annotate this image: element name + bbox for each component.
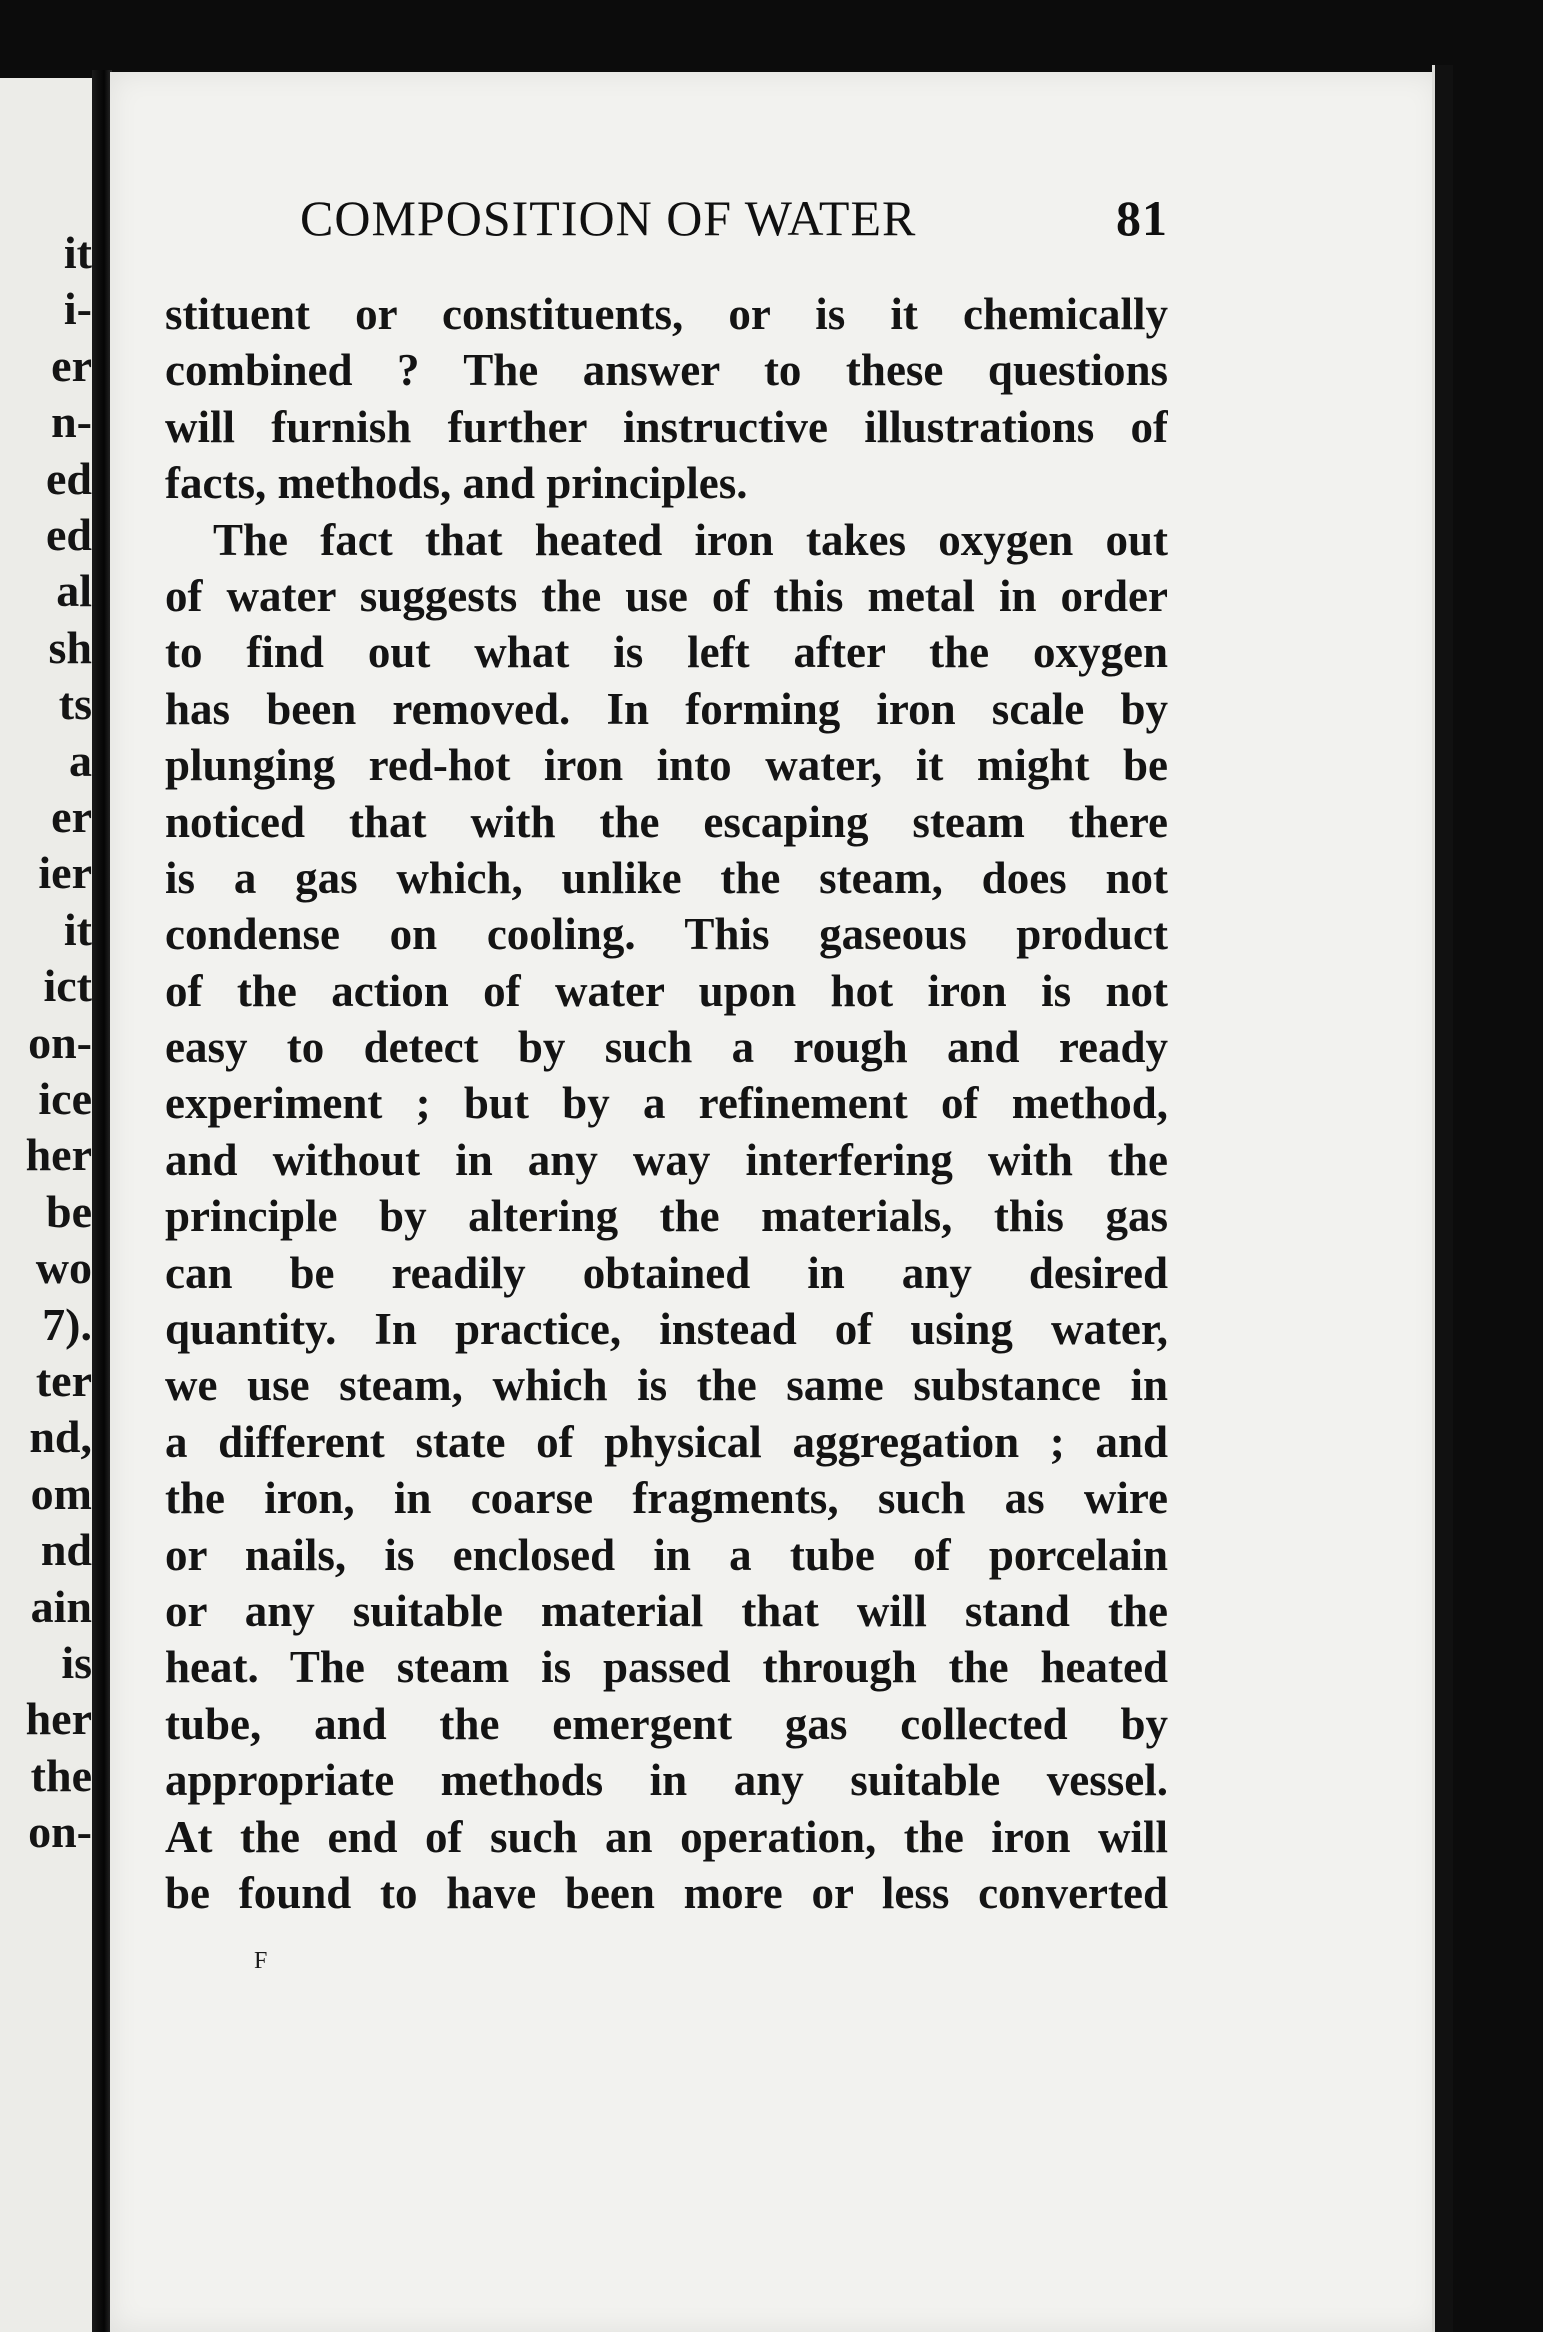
text-line: can be readily obtained in any desired xyxy=(165,1247,1168,1298)
text-line: or nails, is enclosed in a tube of porcelain xyxy=(165,1529,1168,1580)
previous-page-fragment: the xyxy=(30,1749,92,1801)
text-line: condense on cooling. This gaseous product xyxy=(165,909,1168,960)
text-line: to find out what is left after the oxygen xyxy=(165,627,1168,678)
text-line: a different state of physical aggregation ; and xyxy=(165,1416,1168,1467)
previous-page-fragment: wo xyxy=(35,1242,92,1294)
text-line: facts, methods, and principles. xyxy=(165,458,748,509)
text-line: noticed that with the escaping steam there xyxy=(165,796,1168,847)
text-line: plunging red-hot iron into water, it might be xyxy=(165,740,1168,791)
previous-page-fragment: ed xyxy=(46,452,92,504)
previous-page-fragment: al xyxy=(56,565,92,617)
text-line: principle by altering the materials, this gas xyxy=(165,1191,1168,1242)
previous-page-edge xyxy=(0,78,98,2332)
previous-page-fragment: om xyxy=(30,1467,92,1519)
text-line: we use steam, which is the same substance in xyxy=(165,1360,1168,1411)
page-right-edge xyxy=(1432,65,1453,2332)
text-line: will furnish further instructive illustrations of xyxy=(165,401,1168,452)
text-line: or any suitable material that will stand the xyxy=(165,1585,1168,1636)
paragraph-first-line: The fact that heated iron takes oxygen out xyxy=(213,514,1168,565)
previous-page-fragment: nd xyxy=(40,1524,92,1576)
text-line: quantity. In practice, instead of using water, xyxy=(165,1304,1168,1355)
text-line: experiment ; but by a refinement of method, xyxy=(165,1078,1168,1129)
text-line: easy to detect by such a rough and ready xyxy=(165,1022,1168,1073)
previous-page-fragment: it xyxy=(63,227,92,278)
text-line: stituent or constituents, or is it chemically xyxy=(165,289,1168,339)
previous-page-fragment: er xyxy=(51,791,92,842)
previous-page-fragment: ice xyxy=(38,1073,92,1124)
running-head-title: COMPOSITION OF WATER xyxy=(300,190,917,246)
text-line: is a gas which, unlike the steam, does not xyxy=(165,852,1168,903)
text-line: of the action of water upon hot iron is not xyxy=(165,965,1168,1016)
signature-mark: F xyxy=(254,1948,268,1974)
text-line: has been removed. In forming iron scale by xyxy=(165,683,1168,734)
text-line: heat. The steam is passed through the heated xyxy=(165,1642,1168,1693)
previous-page-fragment: it xyxy=(63,903,92,955)
previous-page-fragment: is xyxy=(61,1637,92,1688)
previous-page-fragment: her xyxy=(25,1129,92,1181)
text-line: tube, and the emergent gas collected by xyxy=(165,1698,1168,1749)
previous-page-fragment: ier xyxy=(38,847,92,899)
previous-page-fragment: ed xyxy=(46,509,92,560)
page-number: 81 xyxy=(1116,190,1168,246)
previous-page-fragment: 7). xyxy=(42,1298,92,1350)
previous-page-fragment: be xyxy=(46,1185,92,1237)
text-line: combined ? The answer to these questions xyxy=(165,345,1168,396)
text-line: At the end of such an operation, the iron will xyxy=(165,1811,1168,1862)
text-line: appropriate methods in any suitable vessel. xyxy=(165,1755,1168,1806)
running-head xyxy=(300,188,1168,248)
previous-page-fragment: nd, xyxy=(29,1411,92,1463)
body-text xyxy=(165,286,1168,1921)
previous-page-fragment: ain xyxy=(30,1580,92,1632)
previous-page-fragment: on- xyxy=(28,1806,92,1858)
page-gutter xyxy=(92,70,112,2332)
previous-page-fragment: i- xyxy=(63,283,92,335)
previous-page-fragment: n- xyxy=(51,396,92,448)
previous-page-fragment: her xyxy=(25,1693,92,1745)
text-line: and without in any way interfering with the xyxy=(165,1134,1168,1185)
previous-page-fragment: a xyxy=(69,734,92,786)
previous-page-fragment: er xyxy=(51,339,92,391)
previous-page-fragment: ict xyxy=(43,960,92,1012)
previous-page-fragment: sh xyxy=(48,621,92,673)
text-line: the iron, in coarse fragments, such as wire xyxy=(165,1473,1168,1524)
previous-page-fragment: on- xyxy=(28,1016,92,1068)
previous-page-fragment: ter xyxy=(35,1355,92,1406)
previous-page-fragment: ts xyxy=(58,678,92,730)
text-line: be found to have been more or less converted xyxy=(165,1867,1168,1918)
text-line: of water suggests the use of this metal in order xyxy=(165,570,1168,621)
